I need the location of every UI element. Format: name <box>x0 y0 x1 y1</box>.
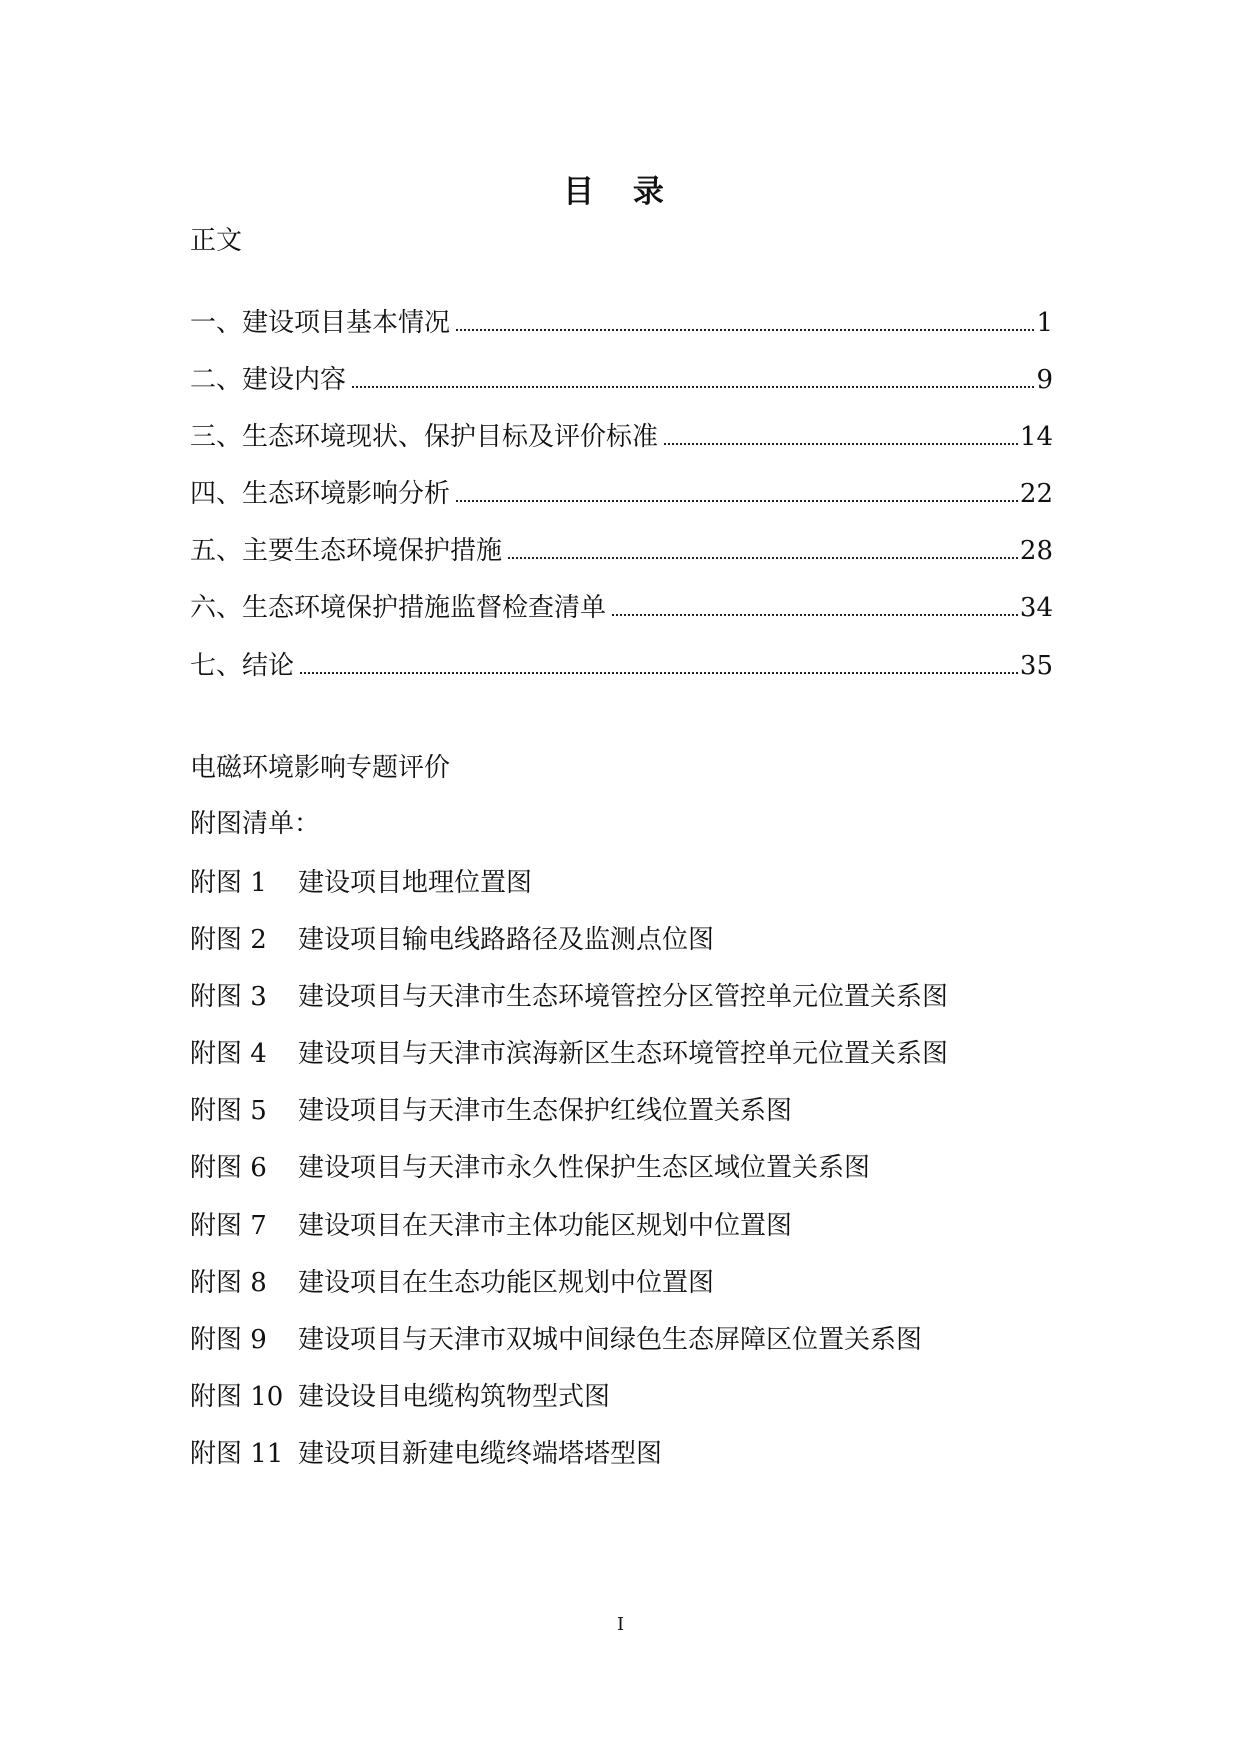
toc-entry[interactable] <box>190 534 1053 591</box>
table-of-contents <box>190 306 1053 706</box>
toc-entry[interactable] <box>190 363 1053 420</box>
figure-number: 附图 4 <box>190 1039 267 1070</box>
figures-list <box>190 866 1070 1494</box>
toc-entry-page: 35 <box>1019 650 1053 681</box>
toc-leader-dots <box>300 672 1018 674</box>
figure-entry <box>190 980 1070 1037</box>
figure-title: 建设项目与天津市永久性保护生态区域位置关系图 <box>298 1153 871 1184</box>
figure-title: 建设项目在天津市主体功能区规划中位置图 <box>298 1210 793 1241</box>
figure-number: 附图 3 <box>190 982 267 1013</box>
special-evaluation-label: 电磁环境影响专题评价 <box>190 753 451 783</box>
figure-entry <box>190 1151 1070 1208</box>
figure-entry <box>190 1094 1070 1151</box>
figure-entry <box>190 1380 1070 1437</box>
page-title: 目 录 <box>563 174 678 210</box>
figure-number: 附图 2 <box>190 925 267 956</box>
toc-entry-page: 22 <box>1019 479 1053 510</box>
toc-entry-page: 9 <box>1036 365 1053 396</box>
figure-entry <box>190 923 1070 980</box>
figure-entry <box>190 1323 1070 1380</box>
toc-entry[interactable] <box>190 591 1053 648</box>
toc-leader-dots <box>612 614 1018 616</box>
figure-entry <box>190 1266 1070 1323</box>
figure-title: 建设项目输电线路路径及监测点位图 <box>298 925 715 956</box>
page-number: I <box>616 1614 625 1635</box>
toc-entry-title: 一、建设项目基本情况 <box>190 308 451 338</box>
toc-entry[interactable] <box>190 420 1053 477</box>
toc-entry[interactable] <box>190 649 1053 706</box>
toc-leader-dots <box>508 557 1018 559</box>
toc-leader-dots <box>664 443 1018 445</box>
figure-title: 建设项目与天津市生态环境管控分区管控单元位置关系图 <box>298 982 949 1013</box>
figure-entry <box>190 1437 1070 1494</box>
figure-title: 建设项目与天津市双城中间绿色生态屏障区位置关系图 <box>298 1324 923 1355</box>
toc-entry-title: 七、结论 <box>190 650 295 681</box>
figure-number: 附图 5 <box>190 1096 267 1127</box>
toc-leader-dots <box>456 500 1018 502</box>
figure-title: 建设项目与天津市滨海新区生态环境管控单元位置关系图 <box>298 1039 949 1070</box>
figure-title: 建设项目在生态功能区规划中位置图 <box>298 1267 715 1298</box>
figure-title: 建设项目与天津市生态保护红线位置关系图 <box>298 1096 793 1127</box>
figure-number: 附图 9 <box>190 1324 267 1355</box>
toc-entry-title: 三、生态环境现状、保护目标及评价标准 <box>190 422 659 453</box>
toc-entry-page: 34 <box>1019 593 1053 624</box>
toc-entry-page: 1 <box>1036 308 1053 338</box>
figure-number: 附图 10 <box>190 1381 284 1412</box>
toc-entry[interactable] <box>190 306 1053 363</box>
figure-entry <box>190 866 1070 923</box>
figure-number: 附图 6 <box>190 1153 267 1184</box>
toc-entry-page: 28 <box>1019 536 1053 567</box>
toc-leader-dots <box>456 329 1034 331</box>
figures-list-label: 附图清单： <box>190 809 321 839</box>
toc-entry[interactable] <box>190 477 1053 534</box>
figure-entry <box>190 1209 1070 1266</box>
toc-entry-title: 五、主要生态环境保护措施 <box>190 536 503 567</box>
toc-entry-title: 二、建设内容 <box>190 365 347 396</box>
toc-entry-title: 六、生态环境保护措施监督检查清单 <box>190 593 607 624</box>
figure-number: 附图 11 <box>190 1438 284 1469</box>
toc-entry-page: 14 <box>1019 422 1053 453</box>
toc-entry-title: 四、生态环境影响分析 <box>190 479 451 510</box>
figure-number: 附图 7 <box>190 1210 267 1241</box>
figure-title: 建设项目新建电缆终端塔塔型图 <box>298 1438 663 1469</box>
figure-entry <box>190 1037 1070 1094</box>
main-text-label: 正文 <box>190 226 243 256</box>
toc-leader-dots <box>352 386 1034 388</box>
figure-title: 建设设目电缆构筑物型式图 <box>298 1381 611 1412</box>
figure-number: 附图 8 <box>190 1267 267 1298</box>
figure-title: 建设项目地理位置图 <box>298 868 533 898</box>
figure-number: 附图 1 <box>190 868 267 898</box>
